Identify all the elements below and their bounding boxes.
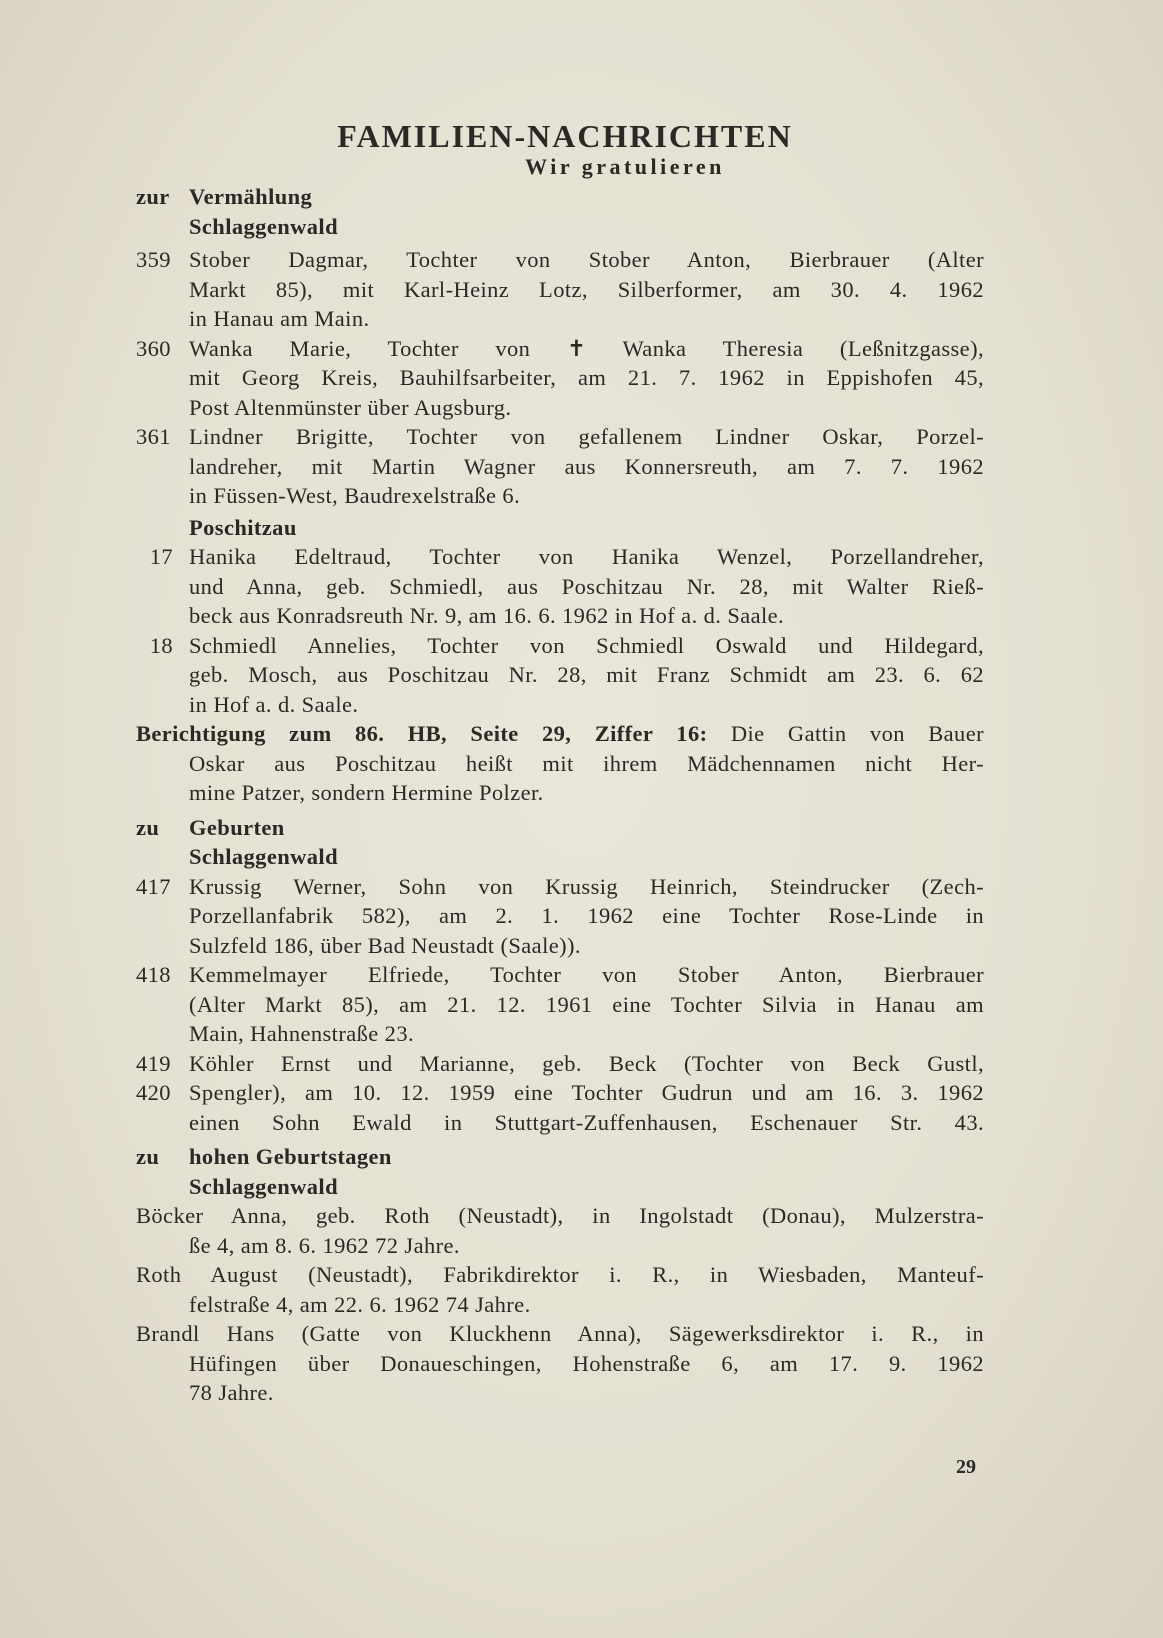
entry-line: beck aus Konradsreuth Nr. 9, am 16. 6. 1962 in Hof a. d. Saale.	[189, 603, 785, 628]
correction-label: Berichtigung zum 86. HB, Seite 29, Ziffer 16:	[136, 721, 708, 746]
section-prefix: zur	[136, 184, 170, 209]
entry	[136, 542, 984, 631]
correction-line	[136, 719, 984, 749]
entry-line: Schmiedl Annelies, Tochter von Schmiedl Oswald und Hildegard,	[189, 632, 984, 658]
entry-line: Wanka Marie, Tochter von ✝ Wanka Theresia (Leßnitzgasse),	[189, 335, 984, 361]
correction-line: Oskar aus Poschitzau heißt mit ihrem Mädchennamen nicht Her-	[189, 750, 984, 776]
entry-line: 78 Jahre.	[189, 1380, 274, 1405]
place-heading: Schlaggenwald	[189, 844, 338, 869]
correction-text: Die Gattin von Bauer	[730, 721, 984, 746]
section-heading-vermaehlung	[136, 182, 984, 212]
place-heading: Poschitzau	[189, 514, 297, 540]
entry-line: felstraße 4, am 22. 6. 1962 74 Jahre.	[189, 1291, 531, 1317]
entry-text	[189, 334, 984, 423]
entry-line: Kemmelmayer Elfriede, Tochter von Stober Anton, Bierbrauer	[189, 962, 984, 987]
entry-text	[189, 960, 984, 1049]
entry-line: Böcker Anna, geb. Roth (Neustadt), in Ingolstadt (Donau), Mulzerstra-	[136, 1203, 984, 1228]
entry-line: Stober Dagmar, Tochter von Stober Anton, Bierbrauer (Alter	[189, 247, 984, 272]
entry-line: (Alter Markt 85), am 21. 12. 1961 eine Tochter Silvia in Hanau am	[189, 991, 984, 1017]
entry	[136, 872, 984, 961]
page-title: FAMILIEN-NACHRICHTEN	[337, 118, 793, 154]
entry-line: Spengler), am 10. 12. 1959 eine Tochter Gudrun und am 16. 3. 1962	[189, 1080, 984, 1105]
entry-number: 418	[136, 962, 171, 987]
entry-number: 360	[136, 335, 171, 361]
entry-number: 17	[149, 544, 173, 569]
correction-body	[136, 749, 984, 808]
section-heading-geburtstage	[136, 1142, 984, 1172]
entry-line: Hanika Edeltraud, Tochter von Hanika Wenzel, Porzellandreher,	[189, 544, 984, 569]
entry	[136, 422, 984, 511]
entry-text	[189, 245, 984, 334]
birthday-entry	[136, 1319, 984, 1408]
entry-text	[189, 872, 984, 961]
section-heading-geburten	[136, 813, 984, 843]
page-subtitle: Wir gratulieren	[525, 154, 725, 179]
entry-line: geb. Mosch, aus Poschitzau Nr. 28, mit Franz Schmidt am 23. 6. 62	[189, 662, 984, 687]
entry-number: 417	[136, 873, 171, 899]
entry-text	[189, 631, 984, 720]
entry-number: 361	[136, 424, 171, 449]
entry-number: 359	[136, 247, 171, 272]
entry-line: Hüfingen über Donaueschingen, Hohenstraße 6, am 17. 9. 1962	[189, 1350, 984, 1376]
entry-line: Porzellanfabrik 582), am 2. 1. 1962 eine Tochter Rose-Linde in	[189, 903, 984, 928]
entry-text	[189, 542, 984, 631]
entry-numbers	[136, 1049, 189, 1138]
entry	[136, 245, 984, 334]
entry	[136, 334, 984, 423]
entry-line: einen Sohn Ewald in Stuttgart-Zuffenhausen, Eschenauer Str. 43.	[189, 1109, 984, 1135]
entry	[136, 960, 984, 1049]
entry-line: und Anna, geb. Schmiedl, aus Poschitzau Nr. 28, mit Walter Rieß-	[189, 573, 984, 599]
entry-line: Roth August (Neustadt), Fabrikdirektor i. R., in Wiesbaden, Manteuf-	[136, 1262, 984, 1287]
entry-continuation	[136, 1290, 984, 1320]
page-content	[136, 118, 984, 1408]
section-title: hohen Geburtstagen	[189, 1144, 392, 1169]
correction-note	[136, 719, 984, 808]
entry-line: in Hof a. d. Saale.	[189, 691, 359, 717]
entry-line: Lindner Brigitte, Tochter von gefallenem Lindner Oskar, Porzel-	[189, 424, 984, 449]
entry	[136, 631, 984, 720]
entry-number: 18	[149, 632, 173, 658]
entry-continuation	[136, 1349, 984, 1408]
entry-line: mit Georg Kreis, Bauhilfsarbeiter, am 21. 7. 1962 in Eppishofen 45,	[189, 365, 984, 390]
entry-line: Main, Hahnenstraße 23.	[189, 1021, 414, 1046]
place-heading: Schlaggenwald	[189, 1173, 338, 1199]
entry-line: Krussig Werner, Sohn von Krussig Heinrich, Steindrucker (Zech-	[189, 873, 984, 899]
entry-number: 419	[136, 1050, 171, 1076]
entry-line: Köhler Ernst und Marianne, geb. Beck (Tochter von Beck Gustl,	[189, 1050, 984, 1076]
place-heading: Schlaggenwald	[189, 213, 338, 239]
birthday-entry	[136, 1260, 984, 1319]
entry-line: Markt 85), mit Karl-Heinz Lotz, Silberformer, am 30. 4. 1962	[189, 276, 984, 302]
birthday-entry	[136, 1201, 984, 1260]
section-title: Vermählung	[189, 184, 313, 209]
section-title: Geburten	[189, 814, 285, 840]
entry-continuation	[136, 1231, 984, 1261]
entry-text	[189, 1049, 984, 1138]
page-number: 29	[956, 1456, 976, 1478]
entry-line: landreher, mit Martin Wagner aus Konnersreuth, am 7. 7. 1962	[189, 453, 984, 479]
entry-line: in Füssen-West, Baudrexelstraße 6.	[189, 483, 521, 508]
entry-line: Post Altenmünster über Augsburg.	[189, 394, 512, 420]
entry-line: Sulzfeld 186, über Bad Neustadt (Saale)).	[189, 932, 581, 958]
section-prefix: zu	[136, 1144, 160, 1169]
entry-line: in Hanau am Main.	[189, 306, 370, 331]
entry	[136, 1049, 984, 1138]
entry-text	[189, 422, 984, 511]
entry-line: Brandl Hans (Gatte von Kluckhenn Anna), Sägewerksdirektor i. R., in	[136, 1321, 984, 1346]
section-prefix: zu	[136, 814, 160, 840]
correction-line: mine Patzer, sondern Hermine Polzer.	[189, 780, 544, 805]
entry-line: ße 4, am 8. 6. 1962 72 Jahre.	[189, 1232, 460, 1258]
entry-number: 420	[136, 1080, 171, 1105]
